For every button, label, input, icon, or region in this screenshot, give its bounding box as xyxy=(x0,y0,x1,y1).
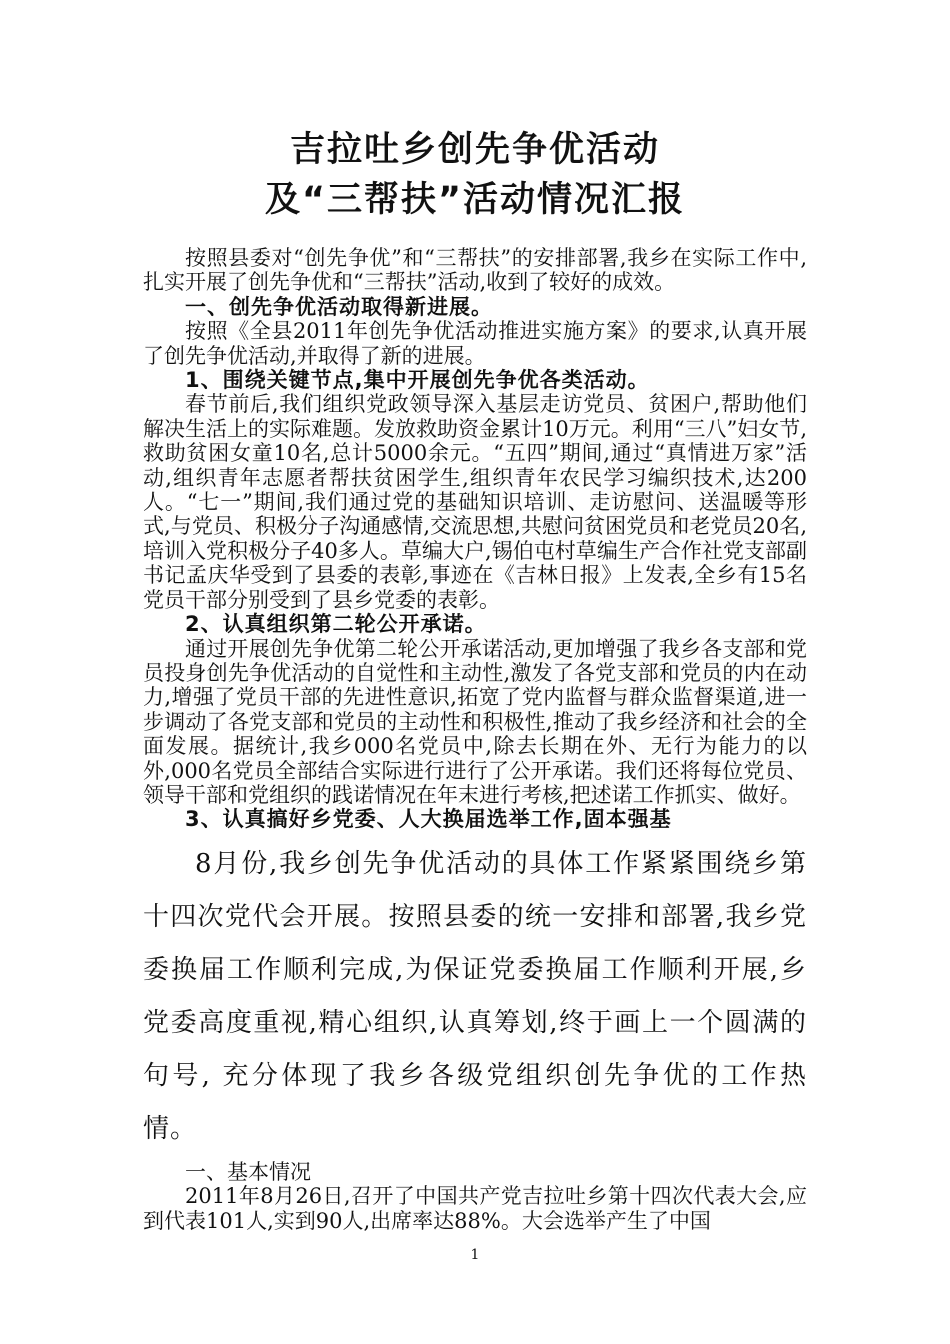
subsection-heading-3: 3、认真搞好乡党委、人大换届选举工作,固本强基 xyxy=(185,807,672,832)
section-heading-basic-info: 一、基本情况 xyxy=(185,1159,311,1184)
paragraph-3: 通过开展创先争优第二轮公开承诺活动,更加增强了我乡各支部和党员投身创先争优活动的自觉性和主动性,激发了各党支部和党员的内在动力,增强了党员干部的先进性意识,拓宽了党内监督与群众监督渠道,进一步调动了各党支部和党员的主动性和积极性,推动了我乡经济和社会的全面发展。据统计,我乡000名党员中,除去长期在外、无行为能力的以外,000名党员全部结合实际进行进行了公开承诺。我们还将每位党员、领导干部和党组织的践诺情况在年末进行考核,把述诺工作抓实、做好。 xyxy=(143,636,807,807)
section-heading-1: 一、创先争优活动取得新进展。 xyxy=(185,294,493,319)
paragraph-5: 2011年8月26日,召开了中国共产党吉拉吐乡第十四次代表大会,应到代表101人,实到90人,出席率达88%。大会选举产生了中国 xyxy=(143,1184,807,1233)
document-title-line-2: 及“三帮扶”活动情况汇报 xyxy=(264,180,685,220)
document-body xyxy=(143,246,807,1233)
page-number: 1 xyxy=(470,1247,480,1263)
subsection-heading-2: 2、认真组织第二轮公开承诺。 xyxy=(185,612,487,637)
paragraph-1: 按照《全县2011年创先争优活动推进实施方案》的要求,认真开展了创先争优活动,并取得了新的进展。 xyxy=(143,319,807,368)
paragraph-4-large: 8月份,我乡创先争优活动的具体工作紧紧围绕乡第十四次党代会开展。按照县委的统一安排和部署,我乡党委换届工作顺利完成,为保证党委换届工作顺利开展,乡党委高度重视,精心组织,认真筹划,终于画上一个圆满的句号, 充分体现了我乡各级党组织创先争优的工作热情。 xyxy=(143,848,807,1144)
intro-paragraph: 按照县委对“创先争优”和“三帮扶”的安排部署,我乡在实际工作中,扎实开展了创先争优和“三帮扶”活动,收到了较好的成效。 xyxy=(143,246,807,295)
paragraph-2: 春节前后,我们组织党政领导深入基层走访党员、贫困户,帮助他们解决生活上的实际难题。发放救助资金累计10万元。利用“三八”妇女节,救助贫困女童10名,总计5000余元。“五四”期间,通过“真情进万家”活动,组织青年志愿者帮扶贫困学生,组织青年农民学习编织技术,达200人。“七一”期间,我们通过党的基础知识培训、走访慰问、送温暖等形式,与党员、积极分子沟通感情,交流思想,共慰问贫困党员和老党员20名,培训入党积极分子40多人。草编大户,锡伯屯村草编生产合作社党支部副书记孟庆华受到了县委的表彰,事迹在《吉林日报》上发表,全乡有15名党员干部分别受到了县乡党委的表彰。 xyxy=(143,392,807,612)
subsection-heading-1: 1、围绕关键节点,集中开展创先争优各类活动。 xyxy=(185,368,650,393)
document-title-line-1: 吉拉吐乡创先争优活动 xyxy=(289,130,660,170)
